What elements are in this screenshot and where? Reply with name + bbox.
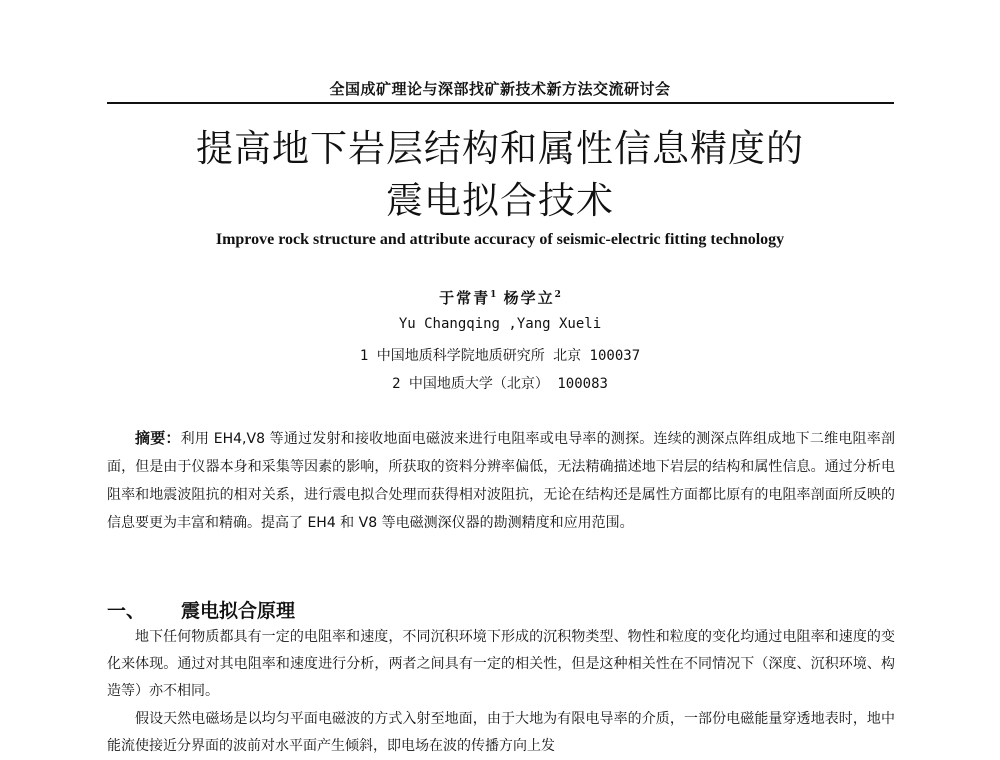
paper-title-line-2: 震电拟合技术 — [386, 179, 614, 222]
authors-english: Yu Changqing ,Yang Xueli — [398, 316, 602, 332]
running-head: 全国成矿理论与深部找矿新技术新方法交流研讨会 — [329, 80, 671, 98]
english-title: Improve rock structure and attribute accuracy of seismic-electric fitting technology — [215, 231, 785, 248]
affiliation-1: 1 中国地质科学院地质研究所 北京 100037 — [359, 348, 641, 364]
abstract — [107, 424, 895, 537]
author-1-name: 于常青 — [439, 289, 491, 307]
header-rule — [107, 102, 894, 104]
authors-chinese — [0, 287, 1000, 308]
section-1-number: 一、 — [107, 600, 146, 622]
section-1-paragraph-2: 假设天然电磁场是以均匀平面电磁波的方式入射至地面，由于大地为有限电导率的介质，一部份电磁能量穿透地表时，地中能流使接近分界面的波前对水平面产生倾斜，即电场在波的传播方向上发 — [107, 711, 895, 754]
section-1-title: 震电拟合原理 — [181, 600, 296, 622]
section-1-paragraph-1: 地下任何物质都具有一定的电阻率和速度，不同沉积环境下形成的沉积物类型、物性和粒度的变化均通过电阻率和速度的变化来体现。通过对其电阻率和速度进行分析，两者之间具有一定的相关性，但是这种相关性在不同情况下（深度、沉积环境、构造等）亦不相同。 — [107, 629, 895, 699]
author-2-affiliation-mark: 2 — [554, 290, 561, 300]
author-1-affiliation-mark: 1 — [490, 290, 497, 300]
section-1-heading — [107, 596, 295, 623]
author-2-name: 杨学立 — [503, 289, 555, 307]
abstract-label: 摘要： — [135, 429, 181, 447]
abstract-text: 利用 EH4,V8 等通过发射和接收地面电磁波来进行电阻率或电导率的测探。连续的测深点阵组成地下二维电阻率剖面，但是由于仪器本身和采集等因素的影响，所获取的资料分辨率偏低，无法精确描述地下岩层的结构和属性信息。通过分析电阻率和地震波阻抗的相对关系，进行震电拟合处理而获得相对波阻抗，无论在结构还是属性方面都比原有的电阻率剖面所反映的信息要更为丰富和精确。提高了 EH4 和 V8 等电磁测深仪器的勘测精度和应用范围。 — [107, 431, 895, 531]
affiliation-2: 2 中国地质大学（北京） 100083 — [392, 376, 608, 392]
paper-title-line-1: 提高地下岩层结构和属性信息精度的 — [196, 127, 804, 170]
